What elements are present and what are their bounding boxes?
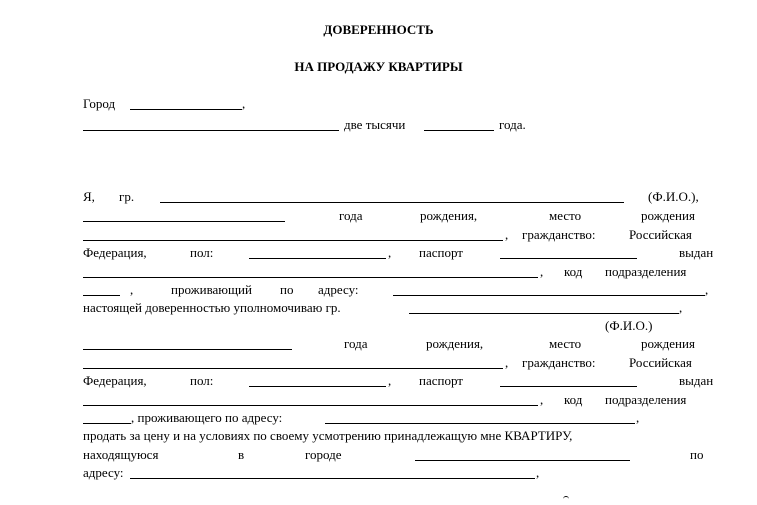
city-location-blank[interactable] xyxy=(415,460,630,461)
agent-issued-by-blank[interactable] xyxy=(83,405,538,406)
document-title: ДОВЕРЕННОСТЬ xyxy=(323,22,434,37)
sell-text: продать за цену и на условиях по своему усмотрению принадлежащую мне КВАРТИРУ, xyxy=(83,428,573,443)
agent-living-label: , проживающего по адресу: xyxy=(131,410,283,425)
agent-federatsii: Федерация, xyxy=(83,373,147,388)
city-blank[interactable] xyxy=(130,109,242,110)
principal-birthdate-blank[interactable] xyxy=(83,221,285,222)
authorize-comma: , xyxy=(679,300,683,315)
principal-comma1: , xyxy=(505,227,509,242)
principal-kod: код xyxy=(564,264,583,279)
body-po: по xyxy=(690,447,704,462)
principal-address-blank[interactable] xyxy=(393,295,705,296)
principal-comma4: , xyxy=(130,282,134,297)
principal-pol: пол: xyxy=(190,245,214,260)
principal-po: по xyxy=(280,282,294,297)
agent-birthdate-blank[interactable] xyxy=(83,349,292,350)
agent-goda: года xyxy=(344,336,368,351)
principal-code-blank[interactable] xyxy=(83,295,120,296)
principal-prozhivayushchiy: проживающий xyxy=(171,282,252,297)
authorize-text: настоящей доверенностью уполномочиваю гр. xyxy=(83,300,341,315)
body-gorode: городе xyxy=(305,447,342,462)
principal-goda: года xyxy=(339,208,363,223)
agent-comma2: , xyxy=(388,373,392,388)
principal-vydan: выдан xyxy=(679,245,714,260)
principal-comma3: , xyxy=(540,264,544,279)
property-address-blank[interactable] xyxy=(130,478,535,479)
agent-passport-blank[interactable] xyxy=(500,386,637,387)
agent-birthplace-blank[interactable] xyxy=(83,368,503,369)
agent-passport: паспорт xyxy=(419,373,463,388)
agent-rozhdeniya2: рождения xyxy=(641,336,695,351)
agent-rossiyskaya: Российская xyxy=(629,355,692,370)
year-blank[interactable] xyxy=(424,130,494,131)
principal-fio-note: (Ф.И.О.), xyxy=(648,189,699,204)
two-thousand-label: две тысячи xyxy=(344,117,406,132)
principal-comma5: , xyxy=(705,282,709,297)
body-nakhodyashchuyusya: находящуюся xyxy=(83,447,159,462)
principal-sex-blank[interactable] xyxy=(249,258,386,259)
agent-sex-blank[interactable] xyxy=(249,386,386,387)
agent-name-blank[interactable] xyxy=(409,313,679,314)
gr-label: гр. xyxy=(119,189,135,204)
ya-label: Я, xyxy=(83,189,95,204)
principal-rozhdeniya: рождения, xyxy=(420,208,478,223)
document-subtitle: НА ПРОДАЖУ КВАРТИРЫ xyxy=(294,59,463,74)
agent-comma3: , xyxy=(540,392,544,407)
body-v: в xyxy=(238,447,245,462)
agent-fio-note: (Ф.И.О.) xyxy=(605,318,653,333)
agent-podrazdeleniya: подразделения xyxy=(605,392,687,407)
agent-address-blank[interactable] xyxy=(325,423,635,424)
agent-comma4: , xyxy=(636,410,640,425)
agent-comma1: , xyxy=(505,355,509,370)
agent-mesto: место xyxy=(549,336,582,351)
principal-issued-by-blank[interactable] xyxy=(83,277,538,278)
city-label: Город xyxy=(83,96,116,111)
cropped-text-fragment xyxy=(563,496,569,501)
agent-vydan: выдан xyxy=(679,373,714,388)
principal-passport-blank[interactable] xyxy=(500,258,637,259)
principal-name-blank[interactable] xyxy=(160,202,624,203)
address-comma: , xyxy=(536,465,540,480)
principal-birthplace-blank[interactable] xyxy=(83,240,503,241)
agent-citizenship: гражданство: xyxy=(522,355,596,370)
principal-comma2: , xyxy=(388,245,392,260)
principal-podrazdeleniya: подразделения xyxy=(605,264,687,279)
principal-rossiyskaya: Российская xyxy=(629,227,692,242)
principal-rozhdeniya2: рождения xyxy=(641,208,695,223)
principal-passport: паспорт xyxy=(419,245,463,260)
city-comma: , xyxy=(242,96,246,111)
principal-adresu: адресу: xyxy=(318,282,359,297)
year-label: года. xyxy=(499,117,526,132)
date-blank[interactable] xyxy=(83,130,339,131)
agent-pol: пол: xyxy=(190,373,214,388)
agent-rozhdeniya: рождения, xyxy=(426,336,484,351)
agent-code-blank[interactable] xyxy=(83,423,131,424)
agent-kod: код xyxy=(564,392,583,407)
principal-mesto: место xyxy=(549,208,582,223)
address-label: адресу: xyxy=(83,465,124,480)
principal-federatsii: Федерация, xyxy=(83,245,147,260)
principal-citizenship: гражданство: xyxy=(522,227,596,242)
